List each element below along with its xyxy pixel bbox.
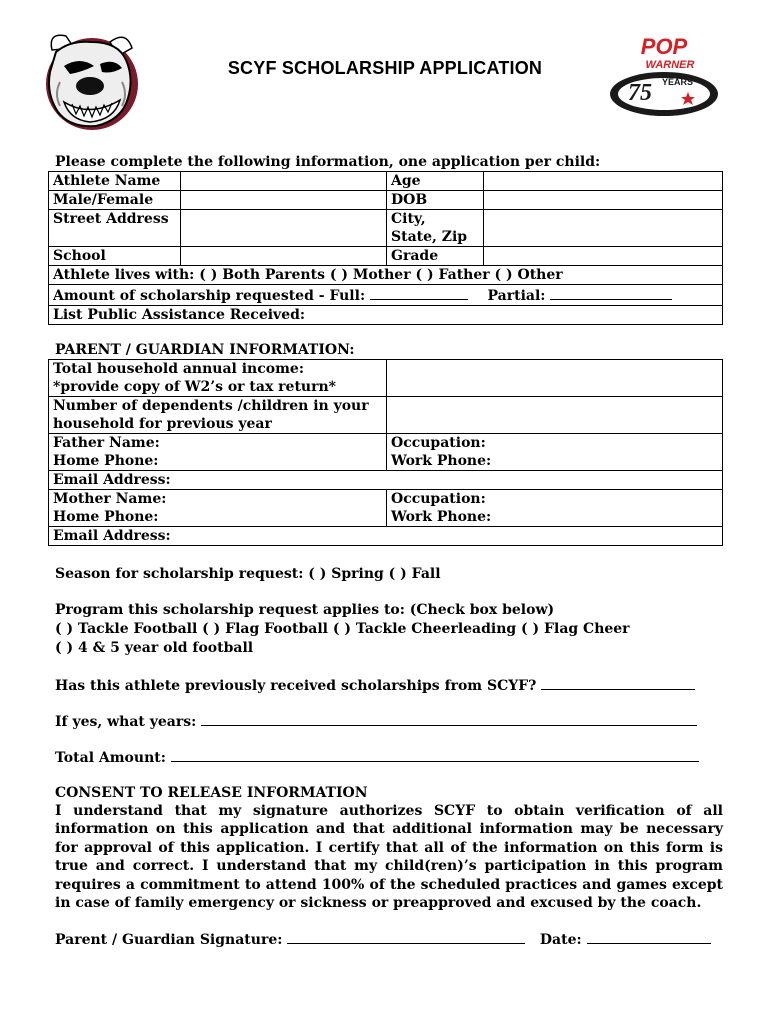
father-name-text: Father Name: (53, 435, 160, 451)
amount-full-field[interactable] (370, 285, 468, 300)
program-options-line2[interactable]: ( ) 4 & 5 year old football (55, 640, 254, 656)
logo-warner-text: WARNER (645, 59, 695, 71)
dependents-label (49, 397, 387, 434)
amount-partial-field[interactable] (550, 285, 672, 300)
grade-field[interactable] (484, 247, 723, 266)
bulldog-mascot-logo (30, 22, 148, 140)
date-field[interactable] (587, 929, 711, 944)
dependents-label-line1: Number of dependents /children in your (53, 398, 369, 414)
years-field[interactable] (201, 711, 697, 726)
athlete-info-table (48, 171, 723, 325)
mother-occupation-label: Occupation: (391, 491, 486, 507)
father-home-phone-label: Home Phone: (53, 453, 159, 469)
school-field[interactable] (181, 247, 387, 266)
street-address-field[interactable] (181, 210, 387, 247)
city-state-zip-label (387, 210, 484, 247)
mother-name-text: Mother Name: (53, 491, 167, 507)
page-title: SCYF SCHOLARSHIP APPLICATION (227, 58, 543, 78)
amount-full-label: Amount of scholarship requested - Full: (53, 288, 366, 304)
age-label: Age (387, 172, 484, 191)
dob-label: DOB (387, 191, 484, 210)
previous-scholarship-label: Has this athlete previously received scholarships from SCYF? (55, 678, 537, 694)
income-label-line1: Total household annual income: (53, 361, 304, 377)
dependents-field[interactable] (387, 397, 723, 434)
total-amount-field[interactable] (171, 747, 699, 762)
gender-field[interactable] (181, 191, 387, 210)
income-label-line2: *provide copy of W2’s or tax return* (53, 379, 336, 395)
parent-info-table (48, 359, 723, 546)
public-assistance-label[interactable]: List Public Assistance Received: (49, 306, 723, 325)
mother-occupation-cell (387, 490, 723, 527)
logo-pop-text: POP (640, 36, 688, 59)
consent-heading: CONSENT TO RELEASE INFORMATION (55, 785, 368, 801)
gender-label: Male/Female (49, 191, 181, 210)
city-label: City, (391, 211, 426, 227)
father-email-label[interactable]: Email Address: (49, 471, 723, 490)
parent-section-heading: PARENT / GUARDIAN INFORMATION: (55, 342, 355, 358)
street-address-label: Street Address (49, 210, 181, 247)
consent-text: I understand that my signature authorizes SCYF to obtain verification of all information on this application and that additional information may be necessary for approval of this application. I certify that all of the information on this form is true and correct. I understand that my child(ren)’s participation in this program requires a commitment to attend 100% of the scheduled practices and games except in case of family emergency or sickness or preapproved and excused by the coach. (55, 803, 723, 912)
state-zip-label: State, Zip (391, 229, 468, 245)
signature-row (55, 929, 711, 949)
date-label: Date: (539, 932, 582, 948)
years-row (55, 711, 697, 731)
program-heading: Program this scholarship request applies to: (Check box below) (55, 602, 555, 618)
logo-75-text: 75 (628, 80, 652, 106)
previous-scholarship-row (55, 675, 695, 695)
mother-name-label (49, 490, 387, 527)
previous-scholarship-field[interactable] (541, 675, 695, 690)
school-label: School (49, 247, 181, 266)
logo-years-text: YEARS (662, 77, 694, 87)
lives-with-row[interactable]: Athlete lives with: ( ) Both Parents ( ) Mother ( ) Father ( ) Other (49, 266, 723, 285)
age-field[interactable] (484, 172, 723, 191)
total-amount-row (55, 747, 699, 767)
program-options-line1[interactable]: ( ) Tackle Football ( ) Flag Football ( ) Tackle Cheerleading ( ) Flag Cheer (55, 621, 630, 637)
father-occupation-cell (387, 434, 723, 471)
pop-warner-logo (608, 36, 720, 118)
mother-email-label[interactable]: Email Address: (49, 527, 723, 546)
mother-work-phone-label: Work Phone: (391, 509, 492, 525)
years-label: If yes, what years: (55, 714, 197, 730)
athlete-name-label: Athlete Name (49, 172, 181, 191)
scholarship-amount-row (49, 285, 723, 306)
dob-field[interactable] (484, 191, 723, 210)
mother-home-phone-label: Home Phone: (53, 509, 159, 525)
dependents-label-line2: household for previous year (53, 416, 272, 432)
household-income-field[interactable] (387, 360, 723, 397)
father-occupation-label: Occupation: (391, 435, 486, 451)
intro-text: Please complete the following information, one application per child: (55, 154, 601, 170)
city-state-zip-field[interactable] (484, 210, 723, 247)
season-request[interactable]: Season for scholarship request: ( ) Spring ( ) Fall (55, 566, 441, 582)
grade-label: Grade (387, 247, 484, 266)
signature-field[interactable] (287, 929, 525, 944)
father-name-label (49, 434, 387, 471)
total-amount-label: Total Amount: (55, 750, 166, 766)
amount-partial-label: Partial: (487, 288, 546, 304)
athlete-name-field[interactable] (181, 172, 387, 191)
signature-label: Parent / Guardian Signature: (55, 932, 283, 948)
household-income-label (49, 360, 387, 397)
father-work-phone-label: Work Phone: (391, 453, 492, 469)
